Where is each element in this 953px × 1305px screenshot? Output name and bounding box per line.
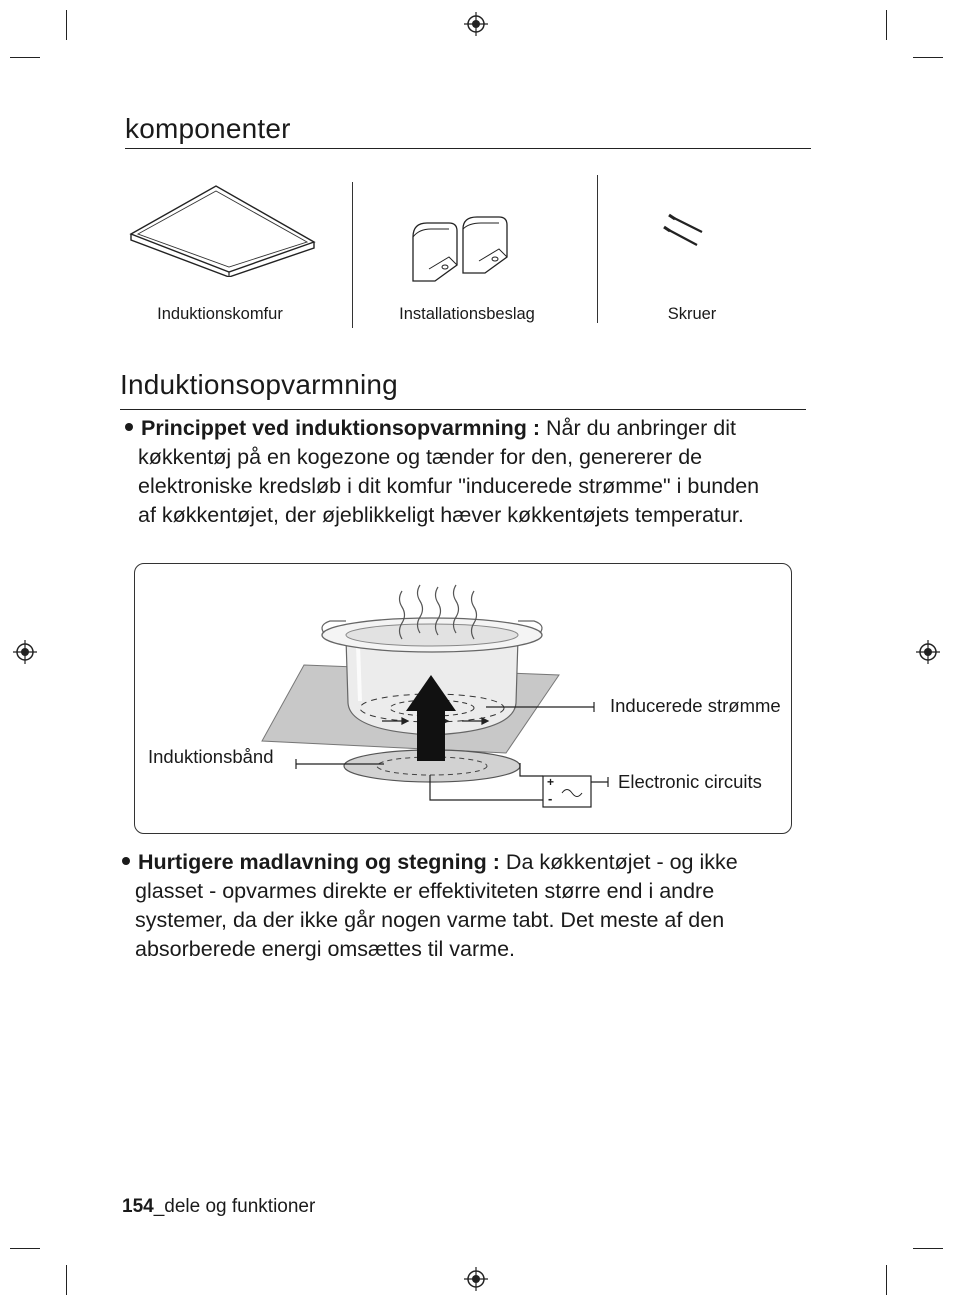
screws-icon: [662, 212, 708, 250]
bullet-icon: [122, 857, 130, 865]
circuit-plus-sign: +: [547, 775, 555, 789]
bullet-icon: [125, 423, 133, 431]
bullet-text: køkkentøj på en kogezone og tænder for den, genererer de: [138, 445, 703, 469]
label-induced-currents: Inducerede strømme: [610, 695, 781, 716]
bullet-faster-cooking: [122, 848, 822, 964]
heading-rule: [120, 409, 806, 410]
registration-mark-icon: [464, 1267, 488, 1291]
footer-section: _dele og funktioner: [153, 1196, 316, 1217]
bullet-text: glasset - opvarmes direkte er effektiviteten større end i andre: [135, 879, 715, 903]
component-label-screws: Skruer: [667, 305, 717, 323]
component-label-brackets: Installationsbeslag: [399, 305, 535, 323]
bullet-text: af køkkentøjet, der øjeblikkeligt hæver køkkentøjets temperatur.: [138, 503, 744, 527]
label-electronic-circuits: Electronic circuits: [618, 771, 762, 792]
bullet-text: absorberede energi omsættes til varme.: [135, 937, 516, 961]
bullet-principle: [125, 414, 825, 530]
registration-mark-icon: [464, 12, 488, 36]
bullet-text: elektroniske kredsløb i dit komfur "inducerede strømme" i bunden: [138, 474, 760, 498]
registration-mark-icon: [916, 640, 940, 664]
column-divider: [597, 175, 598, 323]
crop-mark: [886, 10, 887, 40]
page-number: 154: [122, 1196, 154, 1217]
bullet-text: systemer, da der ikke går nogen varme tabt. Det meste af den: [135, 908, 725, 932]
induction-heading: Induktionsopvarmning: [120, 369, 398, 400]
bullet-text: Når du anbringer dit: [539, 416, 736, 440]
mounting-bracket-icon: [405, 215, 523, 287]
crop-mark: [886, 1265, 887, 1295]
cooktop-icon: [128, 182, 318, 277]
component-label-cooktop: Induktionskomfur: [157, 305, 283, 323]
crop-mark: [66, 10, 67, 40]
registration-mark-icon: [13, 640, 37, 664]
crop-mark: [10, 1248, 40, 1249]
crop-mark: [66, 1265, 67, 1295]
bullet-text: Da køkkentøjet - og ikke: [499, 850, 738, 874]
crop-mark: [913, 57, 943, 58]
page-footer: [122, 1196, 315, 1218]
crop-mark: [10, 57, 40, 58]
components-heading: komponenter: [125, 113, 291, 144]
crop-mark: [913, 1248, 943, 1249]
heading-rule: [125, 148, 811, 149]
label-induction-coil: Induktionsbånd: [148, 746, 274, 767]
bullet-lead: Hurtigere madlavning og stegning :: [138, 850, 500, 874]
circuit-minus-sign: -: [548, 791, 553, 806]
bullet-lead: Princippet ved induktionsopvarmning :: [141, 416, 540, 440]
